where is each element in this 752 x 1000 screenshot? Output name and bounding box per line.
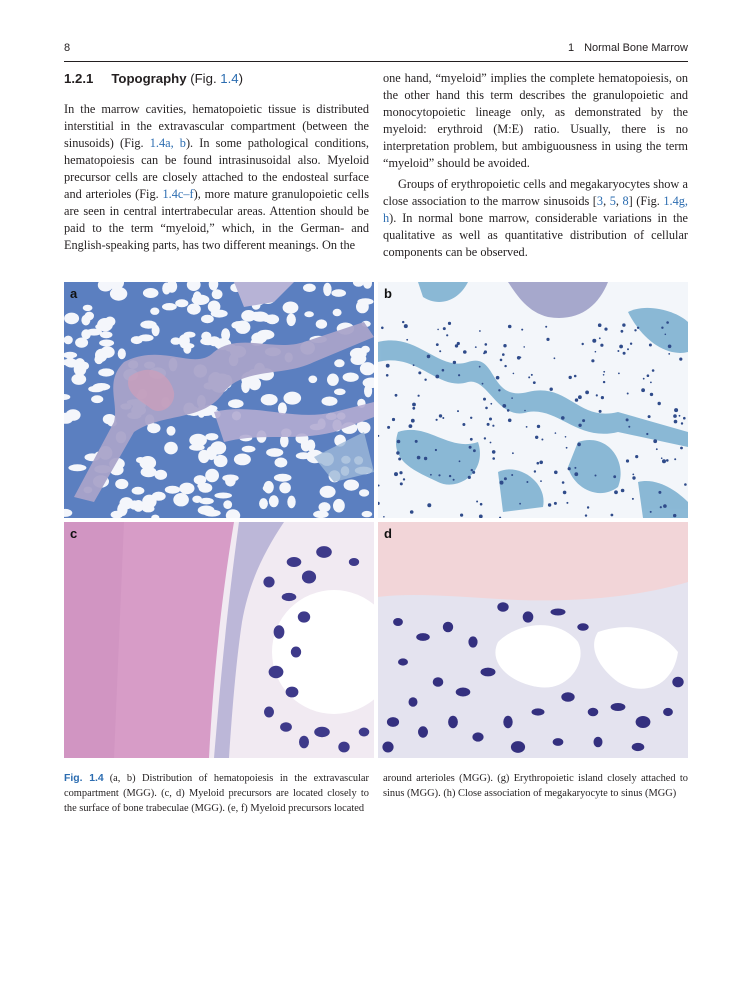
p2-sep-1: , <box>603 194 610 208</box>
fig-link-1-4ab[interactable]: 1.4a, b <box>149 136 186 150</box>
p2-sep-2: , <box>615 194 623 208</box>
panel-c-micrograph <box>64 522 374 758</box>
ref-link-8[interactable]: 8 <box>622 194 629 208</box>
panel-letter-a: a <box>70 286 78 301</box>
chapter-number: 1 <box>567 42 575 54</box>
panel-b <box>378 282 688 518</box>
paragraph-1 <box>64 101 369 254</box>
left-column <box>64 70 369 254</box>
running-header <box>64 42 688 58</box>
section-fig-link[interactable]: 1.4 <box>220 71 239 86</box>
p2-text-1: Groups of erythropoietic cells and megakaryocytes show a close association to the marrow sinusoids [ <box>383 177 688 208</box>
p2-text-2: ] (Fig. <box>628 194 664 208</box>
section-ref <box>190 71 243 86</box>
p1-text-1: In the marrow cavities, hematopoietic tissue is distributed interstitial in the extravascular compartment (between the sinusoids) (Fig. <box>64 102 369 150</box>
page-number: 8 <box>64 42 71 54</box>
caption-text-left: (a, b) Distribution of hematopoiesis in the extravascular compartment (MGG). (c, d) Myeloid precursors are located closely to the surface of bone trabeculae (MGG). (e, f) Myeloid precursors located <box>64 773 369 814</box>
caption-left <box>64 771 369 816</box>
panel-letter-d: d <box>384 526 392 541</box>
panel-letter-b: b <box>384 286 392 301</box>
section-title: Topography <box>111 71 187 86</box>
chapter-title: Normal Bone Marrow <box>584 42 688 54</box>
paragraph-1-continued: one hand, “myeloid” implies the complete hematopoiesis, on the other hand this term describes the granulopoietic and monocytopoietic lineage only, as demonstrated by the myeloid: erythroid (M:E) ratio. Usually, there is no interpretation problem, but ambiguousness in using the term “myeloid” should be avoided. <box>383 71 688 170</box>
right-column <box>383 70 688 261</box>
panel-d-micrograph <box>378 522 688 758</box>
caption-right <box>383 771 688 801</box>
section-number: 1.2.1 <box>64 71 94 86</box>
ref-link-3[interactable]: 3 <box>596 194 604 208</box>
panel-a <box>64 282 374 518</box>
fig-link-1-4cf[interactable]: 1.4c–f <box>162 187 194 201</box>
p1-text-3: ), more mature granulopoietic cells are seen in central intertrabecular areas. Attention should be paid to the term “myeloid,” which, in the German- and English-speaking parts, has two different meanings. On the <box>64 187 369 252</box>
running-title <box>568 42 688 54</box>
section-heading <box>64 70 369 87</box>
panel-letter-c: c <box>70 526 78 541</box>
p1-text-2: ). In some pathological conditions, hematopoiesis can be found intrasinusoidal also. Myeloid precursor cells are closely attached to the endosteal surface and arterioles (Fig. <box>64 136 369 201</box>
panel-a-micrograph <box>64 282 374 518</box>
paragraph-2 <box>383 176 688 261</box>
caption-text-right: around arterioles (MGG). (g) Erythropoietic island closely attached to sinus (MGG). (h) Close association of megakaryocyte to sinus (MGG) <box>383 773 688 799</box>
panel-c <box>64 522 374 758</box>
caption-figure-label: Fig. 1.4 <box>64 773 104 784</box>
section-ref-prefix: (Fig. <box>190 71 221 86</box>
panel-d <box>378 522 688 758</box>
figure-1-4 <box>64 282 688 758</box>
section-ref-suffix: ) <box>238 71 244 86</box>
p2-text-3: ). In normal bone marrow, considerable variations in the qualitative as well as quantitative distribution of cellular components can be observed. <box>383 211 688 259</box>
ref-link-5[interactable]: 5 <box>609 194 616 208</box>
fig-link-1-4gh[interactable]: 1.4g, h <box>383 194 688 225</box>
header-rule <box>64 61 688 62</box>
panel-b-micrograph <box>378 282 688 518</box>
